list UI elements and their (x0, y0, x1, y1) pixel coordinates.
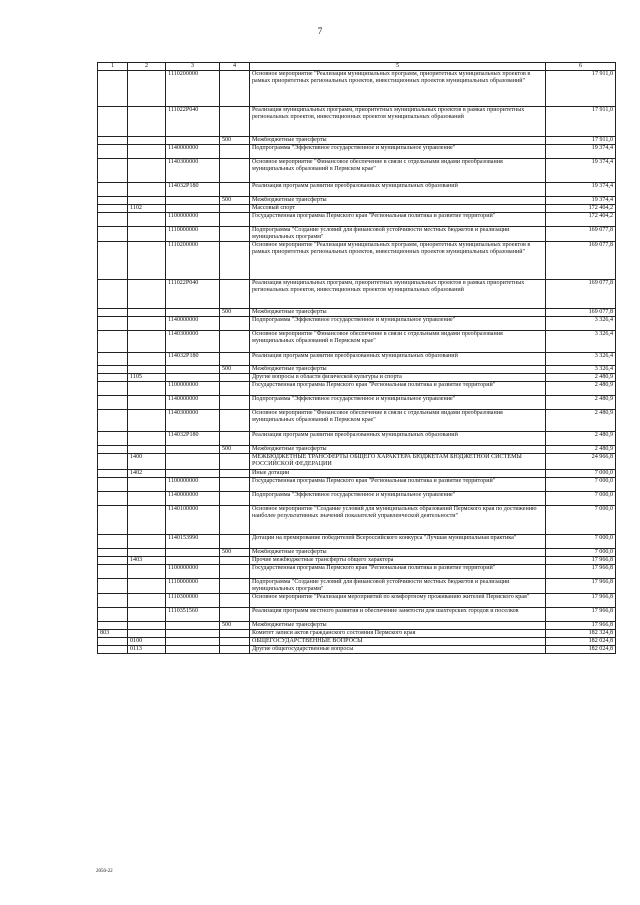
cell-c3: 1100000000 (166, 213, 220, 227)
cell-c4 (220, 506, 250, 535)
cell-c1 (98, 646, 128, 654)
cell-c6: 182 024,8 (546, 638, 616, 646)
cell-c1 (98, 492, 128, 506)
cell-c4 (220, 145, 250, 159)
table-row (98, 630, 616, 638)
cell-c3: 1140300000 (166, 159, 220, 183)
cell-c2 (128, 280, 166, 309)
cell-c2 (128, 446, 166, 454)
cell-c5: Государственная программа Пермского края "Региональная политика и развитие территорий" (250, 565, 546, 579)
cell-c6: 3 326,4 (546, 331, 616, 353)
cell-c5: Другие вопросы в области физической культуры и спорта (250, 374, 546, 382)
table-row (98, 579, 616, 594)
cell-c3: 114032P180 (166, 432, 220, 446)
cell-c1 (98, 535, 128, 549)
cell-c6: 7 000,0 (546, 535, 616, 549)
cell-c2 (128, 309, 166, 317)
cell-c6: 7 000,0 (546, 470, 616, 478)
cell-c2 (128, 331, 166, 353)
cell-c4 (220, 470, 250, 478)
cell-c5: Межбюджетные трансферты (250, 309, 546, 317)
cell-c2 (128, 107, 166, 137)
table-body (98, 71, 616, 654)
cell-c6: 2 480,9 (546, 396, 616, 410)
cell-c4 (220, 630, 250, 638)
header-col-5: 5 (250, 63, 546, 71)
cell-c1 (98, 382, 128, 396)
cell-c2 (128, 353, 166, 366)
cell-c1 (98, 549, 128, 557)
cell-c2 (128, 137, 166, 145)
cell-c4 (220, 535, 250, 549)
cell-c6: 3 326,4 (546, 353, 616, 366)
cell-c3: 1110000000 (166, 579, 220, 594)
cell-c5: Реализация программ развития преобразованных муниципальных образований (250, 183, 546, 197)
cell-c1 (98, 565, 128, 579)
cell-c4 (220, 317, 250, 331)
cell-c1 (98, 353, 128, 366)
cell-c4 (220, 638, 250, 646)
cell-c3: 1140000000 (166, 145, 220, 159)
cell-c3: 1110200000 (166, 242, 220, 280)
cell-c5: Подпрограмма "Создание условий для финансовой устойчивости местных бюджетов и реализации муниципальных программ" (250, 579, 546, 594)
cell-c1 (98, 331, 128, 353)
table-row (98, 159, 616, 183)
table-row (98, 646, 616, 654)
table-row (98, 470, 616, 478)
cell-c3: 111022P040 (166, 107, 220, 137)
cell-c1 (98, 71, 128, 107)
cell-c2 (128, 594, 166, 608)
cell-c4 (220, 594, 250, 608)
cell-c3 (166, 309, 220, 317)
cell-c5: Межбюджетные трансферты (250, 446, 546, 454)
cell-c5: Межбюджетные трансферты (250, 622, 546, 630)
cell-c6: 17 966,8 (546, 622, 616, 630)
cell-c4: 500 (220, 622, 250, 630)
header-col-6: 6 (546, 63, 616, 71)
cell-c3 (166, 630, 220, 638)
cell-c5: Межбюджетные трансферты (250, 137, 546, 145)
cell-c1 (98, 594, 128, 608)
cell-c4 (220, 183, 250, 197)
cell-c4 (220, 107, 250, 137)
cell-c6: 7 000,0 (546, 478, 616, 492)
header-col-3: 3 (166, 63, 220, 71)
cell-c3: 114032P180 (166, 183, 220, 197)
table-header-row (98, 63, 616, 71)
cell-c5: Другие общегосударственные вопросы (250, 646, 546, 654)
cell-c6: 17 966,8 (546, 565, 616, 579)
cell-c5: Основное мероприятие "Создание условий для муниципальных образований Пермского края по достижению наиболее результативных значений показателей управленческой деятельности" (250, 506, 546, 535)
table-row (98, 197, 616, 205)
cell-c4 (220, 213, 250, 227)
table-row (98, 280, 616, 309)
cell-c6: 17 911,0 (546, 71, 616, 107)
cell-c1 (98, 317, 128, 331)
cell-c4 (220, 205, 250, 213)
table-row (98, 331, 616, 353)
cell-c1 (98, 197, 128, 205)
cell-c2 (128, 317, 166, 331)
cell-c2 (128, 71, 166, 107)
cell-c6: 172 404,2 (546, 213, 616, 227)
cell-c2: 1102 (128, 205, 166, 213)
cell-c5: Дотации на премирование победителей Всероссийского конкурса "Лучшая муниципальная практика" (250, 535, 546, 549)
cell-c6: 17 966,8 (546, 579, 616, 594)
cell-c1 (98, 145, 128, 159)
cell-c1 (98, 242, 128, 280)
cell-c2 (128, 622, 166, 630)
table-row (98, 145, 616, 159)
table-row (98, 410, 616, 432)
cell-c3: 114032P180 (166, 353, 220, 366)
cell-c5: Межбюджетные трансферты (250, 549, 546, 557)
cell-c5: Реализация программ развития преобразованных муниципальных образований (250, 432, 546, 446)
cell-c3: 1140000000 (166, 317, 220, 331)
cell-c2 (128, 535, 166, 549)
cell-c1 (98, 183, 128, 197)
cell-c2 (128, 382, 166, 396)
cell-c4: 500 (220, 197, 250, 205)
cell-c4 (220, 410, 250, 432)
cell-c6: 182 024,8 (546, 646, 616, 654)
cell-c2 (128, 410, 166, 432)
table-row (98, 478, 616, 492)
cell-c5: Основное мероприятие "Реализация муниципальных программ, приоритетных муниципальных проектов в рамках приоритетных региональных проектов, инвестиционных проектов муниципальных образований" (250, 242, 546, 280)
cell-c1 (98, 396, 128, 410)
cell-c5: Реализация муниципальных программ, приоритетных муниципальных проектов в рамках приоритетных региональных проектов, инвестиционных проектов муниципальных образований (250, 107, 546, 137)
cell-c5: Массовый спорт (250, 205, 546, 213)
cell-c6: 2 480,9 (546, 374, 616, 382)
cell-c6: 19 374,4 (546, 159, 616, 183)
cell-c1 (98, 506, 128, 535)
cell-c1 (98, 478, 128, 492)
cell-c1 (98, 410, 128, 432)
cell-c6: 2 480,9 (546, 446, 616, 454)
cell-c4 (220, 242, 250, 280)
cell-c6: 3 326,4 (546, 366, 616, 374)
table-row (98, 107, 616, 137)
cell-c6: 19 374,4 (546, 197, 616, 205)
cell-c3 (166, 622, 220, 630)
table-row (98, 317, 616, 331)
cell-c4: 500 (220, 309, 250, 317)
cell-c1 (98, 309, 128, 317)
cell-c5: Основное мероприятие "Финансовое обеспечение в связи с отдельными видами преобразования муниципальных образований в Пермском крае" (250, 331, 546, 353)
cell-c3 (166, 197, 220, 205)
table-row (98, 374, 616, 382)
cell-c1 (98, 280, 128, 309)
cell-c2 (128, 227, 166, 242)
cell-c6: 7 000,0 (546, 506, 616, 535)
cell-c1 (98, 446, 128, 454)
cell-c4: 500 (220, 366, 250, 374)
cell-c2: 1402 (128, 470, 166, 478)
cell-c2 (128, 492, 166, 506)
cell-c1 (98, 579, 128, 594)
cell-c4 (220, 71, 250, 107)
cell-c5: Реализация программ развития преобразованных муниципальных образований (250, 353, 546, 366)
cell-c1 (98, 366, 128, 374)
cell-c6: 2 480,9 (546, 382, 616, 396)
header-col-4: 4 (220, 63, 250, 71)
cell-c2 (128, 159, 166, 183)
cell-c2: 1105 (128, 374, 166, 382)
cell-c3 (166, 205, 220, 213)
table-row (98, 382, 616, 396)
cell-c1 (98, 107, 128, 137)
cell-c6: 24 966,8 (546, 454, 616, 470)
cell-c6: 182 324,8 (546, 630, 616, 638)
cell-c6: 169 077,8 (546, 242, 616, 280)
table-row (98, 183, 616, 197)
cell-c6: 19 374,4 (546, 145, 616, 159)
cell-c6: 169 077,8 (546, 280, 616, 309)
table-row (98, 353, 616, 366)
table-row (98, 454, 616, 470)
table-row (98, 594, 616, 608)
cell-c3: 1140300000 (166, 410, 220, 432)
cell-c2: 1403 (128, 557, 166, 565)
cell-c3: 1110351560 (166, 608, 220, 622)
cell-c2 (128, 565, 166, 579)
cell-c1 (98, 454, 128, 470)
cell-c3: 1140000000 (166, 396, 220, 410)
cell-c4 (220, 557, 250, 565)
cell-c6: 17 966,8 (546, 608, 616, 622)
cell-c4 (220, 608, 250, 622)
cell-c6: 2 480,9 (546, 410, 616, 432)
cell-c2 (128, 213, 166, 227)
cell-c2 (128, 242, 166, 280)
cell-c1 (98, 638, 128, 646)
cell-c4 (220, 646, 250, 654)
cell-c5: Государственная программа Пермского края "Региональная политика и развитие территорий" (250, 478, 546, 492)
cell-c5: Подпрограмма "Эффективное государственное и муниципальное управление" (250, 317, 546, 331)
cell-c6: 17 966,8 (546, 557, 616, 565)
cell-c4 (220, 432, 250, 446)
cell-c4 (220, 565, 250, 579)
cell-c4 (220, 280, 250, 309)
cell-c2 (128, 549, 166, 557)
cell-c3 (166, 557, 220, 565)
cell-c4 (220, 396, 250, 410)
table-row (98, 71, 616, 107)
cell-c3: 1110200000 (166, 71, 220, 107)
cell-c1 (98, 432, 128, 446)
cell-c5: Подпрограмма "Создание условий для финансовой устойчивости местных бюджетов и реализации муниципальных программ" (250, 227, 546, 242)
cell-c4 (220, 492, 250, 506)
table-row (98, 557, 616, 565)
header-col-2: 2 (128, 63, 166, 71)
cell-c3: 1100000000 (166, 382, 220, 396)
cell-c6: 172 404,2 (546, 205, 616, 213)
cell-c6: 17 966,8 (546, 594, 616, 608)
cell-c1 (98, 137, 128, 145)
cell-c5: Реализация программ местного развития и обеспечение занятости для шахтерских городов и поселков (250, 608, 546, 622)
budget-table (97, 62, 616, 654)
cell-c4 (220, 382, 250, 396)
cell-c1 (98, 622, 128, 630)
cell-c4 (220, 478, 250, 492)
cell-c5: МЕЖБЮДЖЕТНЫЕ ТРАНСФЕРТЫ ОБЩЕГО ХАРАКТЕРА БЮДЖЕТАМ БЮДЖЕТНОЙ СИСТЕМЫ РОССИЙСКОЙ ФЕДЕРАЦИИ (250, 454, 546, 470)
cell-c5: Иные дотации (250, 470, 546, 478)
cell-c3: 1140300000 (166, 331, 220, 353)
table-row (98, 227, 616, 242)
table-row (98, 432, 616, 446)
cell-c5: Государственная программа Пермского края "Региональная политика и развитие территорий" (250, 382, 546, 396)
cell-c1: 803 (98, 630, 128, 638)
table-row (98, 446, 616, 454)
cell-c2: 0113 (128, 646, 166, 654)
cell-c5: ОБЩЕГОСУДАРСТВЕННЫЕ ВОПРОСЫ (250, 638, 546, 646)
cell-c3: 1110300000 (166, 594, 220, 608)
cell-c1 (98, 205, 128, 213)
cell-c2 (128, 197, 166, 205)
cell-c2 (128, 396, 166, 410)
cell-c4 (220, 353, 250, 366)
table-row (98, 492, 616, 506)
table-row (98, 622, 616, 630)
table-row (98, 213, 616, 227)
cell-c1 (98, 374, 128, 382)
cell-c6: 17 911,0 (546, 137, 616, 145)
cell-c4 (220, 374, 250, 382)
cell-c3: 1100000000 (166, 478, 220, 492)
cell-c1 (98, 159, 128, 183)
cell-c3: 1100000000 (166, 565, 220, 579)
cell-c3 (166, 638, 220, 646)
cell-c5: Подпрограмма "Эффективное государственное и муниципальное управление" (250, 396, 546, 410)
cell-c5: Государственная программа Пермского края "Региональная политика и развитие территорий" (250, 213, 546, 227)
cell-c6: 7 000,0 (546, 492, 616, 506)
table-row (98, 309, 616, 317)
cell-c5: Межбюджетные трансферты (250, 197, 546, 205)
cell-c5: Основное мероприятие "Финансовое обеспечение в связи с отдельными видами преобразования муниципальных образований в Пермском крае" (250, 159, 546, 183)
cell-c2 (128, 630, 166, 638)
cell-c5: Основное мероприятие "Реализация мероприятий по комфортному проживанию жителей Пермского края" (250, 594, 546, 608)
cell-c4 (220, 331, 250, 353)
cell-c2 (128, 183, 166, 197)
table-row (98, 396, 616, 410)
cell-c2: 0100 (128, 638, 166, 646)
cell-c3 (166, 137, 220, 145)
document-code: 2050-22 (96, 869, 113, 874)
table-row (98, 608, 616, 622)
page-number: 7 (317, 26, 323, 36)
cell-c3: 1140153990 (166, 535, 220, 549)
cell-c4 (220, 579, 250, 594)
cell-c5: Подпрограмма "Эффективное государственное и муниципальное управление" (250, 145, 546, 159)
cell-c6: 17 911,0 (546, 107, 616, 137)
cell-c3 (166, 374, 220, 382)
cell-c2: 1400 (128, 454, 166, 470)
cell-c3 (166, 446, 220, 454)
cell-c2 (128, 608, 166, 622)
cell-c3: 1110000000 (166, 227, 220, 242)
cell-c4 (220, 454, 250, 470)
cell-c1 (98, 227, 128, 242)
cell-c5: Прочие межбюджетные трансферты общего характера (250, 557, 546, 565)
cell-c3 (166, 646, 220, 654)
cell-c2 (128, 506, 166, 535)
table-row (98, 242, 616, 280)
table-row (98, 549, 616, 557)
cell-c3 (166, 366, 220, 374)
table-row (98, 205, 616, 213)
cell-c3 (166, 549, 220, 557)
cell-c3 (166, 454, 220, 470)
cell-c4: 500 (220, 549, 250, 557)
cell-c4 (220, 159, 250, 183)
cell-c1 (98, 213, 128, 227)
cell-c2 (128, 366, 166, 374)
cell-c4: 500 (220, 137, 250, 145)
table-row (98, 638, 616, 646)
cell-c2 (128, 579, 166, 594)
table-row (98, 137, 616, 145)
cell-c4: 500 (220, 446, 250, 454)
cell-c1 (98, 608, 128, 622)
cell-c5: Межбюджетные трансферты (250, 366, 546, 374)
cell-c5: Основное мероприятие "Реализация муниципальных программ, приоритетных муниципальных проектов в рамках приоритетных региональных проектов, инвестиционных проектов муниципальных образований" (250, 71, 546, 107)
table-row (98, 565, 616, 579)
table-row (98, 535, 616, 549)
cell-c3: 1140000000 (166, 492, 220, 506)
cell-c6: 7 000,0 (546, 549, 616, 557)
cell-c2 (128, 145, 166, 159)
cell-c4 (220, 227, 250, 242)
cell-c6: 19 374,4 (546, 183, 616, 197)
cell-c5: Основное мероприятие "Финансовое обеспечение в связи с отдельными видами преобразования муниципальных образований в Пермском крае" (250, 410, 546, 432)
cell-c5: Реализация муниципальных программ, приоритетных муниципальных проектов в рамках приоритетных региональных проектов, инвестиционных проектов муниципальных образований (250, 280, 546, 309)
table-row (98, 366, 616, 374)
cell-c3 (166, 470, 220, 478)
cell-c6: 169 077,8 (546, 309, 616, 317)
cell-c2 (128, 478, 166, 492)
cell-c2 (128, 432, 166, 446)
cell-c1 (98, 557, 128, 565)
table-row (98, 506, 616, 535)
cell-c6: 3 326,4 (546, 317, 616, 331)
cell-c6: 2 480,9 (546, 432, 616, 446)
cell-c5: Комитет записи актов гражданского состояния Пермского края (250, 630, 546, 638)
cell-c5: Подпрограмма "Эффективное государственное и муниципальное управление" (250, 492, 546, 506)
cell-c3: 1140100000 (166, 506, 220, 535)
header-col-1: 1 (98, 63, 128, 71)
cell-c1 (98, 470, 128, 478)
cell-c3: 111022P040 (166, 280, 220, 309)
cell-c6: 169 077,8 (546, 227, 616, 242)
